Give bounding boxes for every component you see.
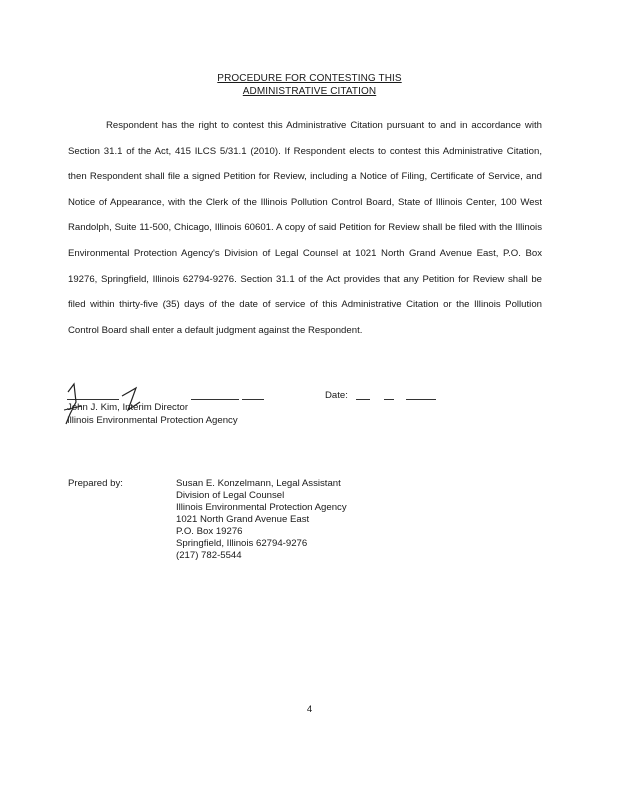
signature-line-segment-3	[242, 399, 264, 400]
prepared-line: 1021 North Grand Avenue East	[176, 514, 310, 525]
signature-line-segment-2	[191, 399, 239, 400]
page-number: 4	[306, 704, 313, 715]
prepared-line: Springfield, Illinois 62794-9276	[176, 538, 308, 549]
body-paragraph: Respondent has the right to contest this Administrative Citation pursuant to and in accordance with Section 31.1 of the Act, 415 ILCS 5/31.1 (2010). If Respondent elects to contest this Administrative Citation, then Respondent shall file a signed Petition for Review, including a Notice of Filing, Certificate of Service, and Notice of Appearance, with the Clerk of the Illinois Pollution Control Board, State of Illinois Center, 100 West Randolph, Suite 11-500, Chicago, Illinois 60601. A copy of said Petition for Review shall be filed with the Illinois Environmental Protection Agency's Division of Legal Counsel at 1021 North Grand Avenue East, P.O. Box 19276, Springfield, Illinois 62794-9276. Section 31.1 of the Act provides that any Petition for Review shall be filed within thirty-five (35) days of the date of service of this Administrative Citation or the Illinois Pollution Control Board shall enter a default judgment against the Respondent.	[68, 120, 542, 336]
prepared-by-label: Prepared by:	[68, 478, 123, 489]
date-line-1	[356, 399, 370, 400]
prepared-line: Illinois Environmental Protection Agency	[176, 502, 347, 513]
prepared-line: P.O. Box 19276	[176, 526, 243, 537]
prepared-line: Division of Legal Counsel	[176, 490, 285, 501]
signatory-name: John J. Kim, Interim Director	[67, 402, 189, 413]
prepared-line: (217) 782-5544	[176, 550, 242, 561]
title-line-2: ADMINISTRATIVE CITATION	[242, 86, 377, 97]
date-label: Date:	[325, 390, 348, 401]
date-line-3	[406, 399, 436, 400]
prepared-by-block	[176, 478, 347, 562]
signatory-agency: Illinois Environmental Protection Agency	[67, 415, 238, 426]
prepared-line: Susan E. Konzelmann, Legal Assistant	[176, 478, 341, 489]
title-line-1: PROCEDURE FOR CONTESTING THIS	[217, 73, 402, 84]
document-title	[0, 72, 619, 98]
date-line-2	[384, 399, 394, 400]
